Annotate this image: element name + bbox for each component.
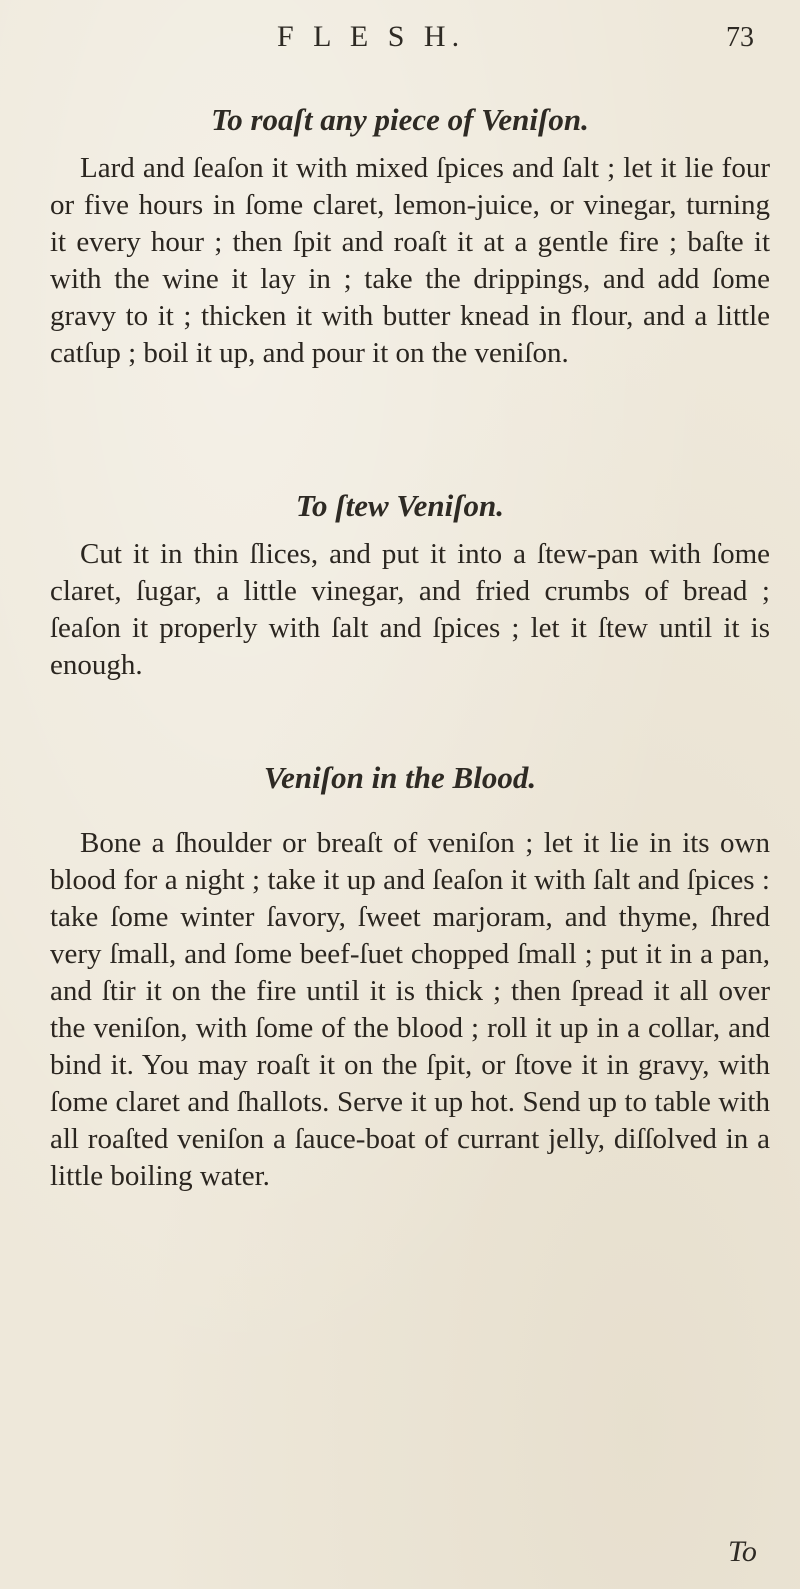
recipe-title-stew-venison: To ſtew Veniſon. [295,488,505,523]
running-head [0,20,800,60]
running-head-title: F L E S H. [277,20,466,53]
recipe-text-venison-blood: Bone a ſhoulder or breaſt of veniſon ; let it lie in its own blood for a night ; take it up and ſeaſon it with ſalt and ſpices : take ſome winter ſavory, ſweet marjoram, and thyme, ſhred very ſmall, and ſome beef-ſuet chopped ſmall ; put it in a pan, and ſtir it on the fire until it is thick ; then ſpread it all over the veniſon, with ſome of the blood ; roll it up in a collar, and bind it. You may roaſt it on the ſpit, or ſtove it in gravy, with ſome claret and ſhallots. Serve it up hot. Send up to table with all roaſted veniſon a ſauce-boat of currant jelly, diſſolved in a little boiling water. [50,827,770,1192]
recipe-text-stew-venison: Cut it in thin ſlices, and put it into a ſtew-pan with ſome claret, ſugar, a little vinegar, and fried crumbs of bread ; ſeaſon it properly with ſalt and ſpices ; let it ſtew until it is enough. [50,538,770,681]
recipe-title-roast-venison: To roaſt any piece of Veniſon. [211,102,589,137]
catchword: To [728,1535,757,1568]
recipe-text-roast-venison: Lard and ſeaſon it with mixed ſpices and ſalt ; let it lie four or five hours in ſome claret, lemon-juice, or vinegar, turning it every hour ; then ſpit and roaſt it at a gentle fire ; baſte it with the wine it lay in ; take the drippings, and add ſome gravy to it ; thicken it with butter knead in flour, and a little catſup ; boil it up, and pour it on the veniſon. [50,152,770,369]
recipe-title-venison-blood: Veniſon in the Blood. [263,760,537,795]
page-number: 73 [726,22,754,53]
